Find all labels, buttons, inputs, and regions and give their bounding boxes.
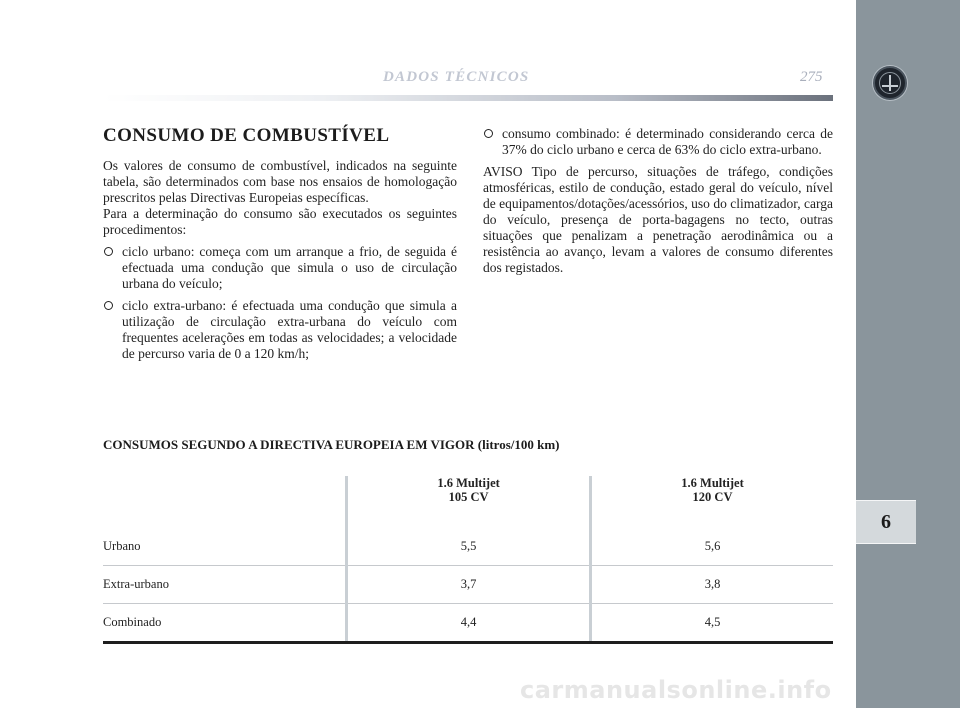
table-header-row xyxy=(103,476,833,528)
lancia-logo-icon xyxy=(873,66,907,100)
table-cell: 5,6 xyxy=(591,528,833,566)
table-row xyxy=(103,528,833,566)
right-column xyxy=(483,126,833,282)
notice-paragraph: AVISO Tipo de percurso, situações de tráfego, condições atmosféricas, estilo de condução, estado geral do veículo, nível de equipamentos/dotações/acessórios, uso do climatizador, carga do veículo, presença de porta-bagagens no tecto, outras situações que penalizam a penetração aerodinâmica ou a resistência ao avanço, levam a valores de consumo diferentes dos registados. xyxy=(483,164,833,275)
chapter-tab[interactable]: 6 xyxy=(856,500,916,544)
row-label: Urbano xyxy=(103,528,347,566)
section-title: CONSUMO DE COMBUSTÍVEL xyxy=(103,125,390,146)
procedure-paragraph: Para a determinação do consumo são executados os seguintes procedimentos: xyxy=(103,206,457,237)
column-header: 1.6 Multijet 120 CV xyxy=(591,476,833,528)
circle-bullet-icon xyxy=(104,247,113,256)
page-number: 275 xyxy=(800,69,823,85)
circle-bullet-icon xyxy=(104,301,113,310)
list-item xyxy=(483,126,833,158)
table-cell: 4,4 xyxy=(347,604,591,643)
table-row xyxy=(103,604,833,643)
list-item-text: consumo combinado: é determinado considerando cerca de 37% do ciclo urbano e cerca de 63% do ciclo extra-urbano. xyxy=(502,126,833,157)
table-cell: 3,8 xyxy=(591,566,833,604)
list-item-text: ciclo urbano: começa com um arranque a frio, de seguida é efectuada uma condução que simula o uso de circulação urbana do veículo; xyxy=(122,244,457,291)
list-item xyxy=(103,244,457,292)
header-rule xyxy=(103,95,833,101)
row-label: Combinado xyxy=(103,604,347,643)
table-cell: 3,7 xyxy=(347,566,591,604)
consumption-table xyxy=(103,476,833,644)
column-header: 1.6 Multijet 105 CV xyxy=(347,476,591,528)
list-item xyxy=(103,298,457,362)
table-cell: 4,5 xyxy=(591,604,833,643)
intro-paragraph: Os valores de consumo de combustível, indicados na seguinte tabela, são determinados com base nos ensaios de homologação prescritos pelas Directivas Europeias específicas. xyxy=(103,158,457,205)
table-title: CONSUMOS SEGUNDO A DIRECTIVA EUROPEIA EM VIGOR (litros/100 km) xyxy=(103,437,560,452)
circle-bullet-icon xyxy=(484,129,493,138)
logo-shield-icon xyxy=(879,72,901,94)
left-column xyxy=(103,158,457,368)
table-cell: 5,5 xyxy=(347,528,591,566)
chapter-sidebar xyxy=(856,0,960,708)
table-row xyxy=(103,566,833,604)
list-item-text: ciclo extra-urbano: é efectuada uma condução que simula a utilização de circulação extra-urbana do veículo com frequentes acelerações em todas as velocidades; a velocidade de percurso varia de 0 a 120 km/h; xyxy=(122,298,457,361)
row-label: Extra-urbano xyxy=(103,566,347,604)
running-header-title: DADOS TÉCNICOS xyxy=(383,69,530,85)
watermark: carmanualsonline.info xyxy=(520,676,832,704)
